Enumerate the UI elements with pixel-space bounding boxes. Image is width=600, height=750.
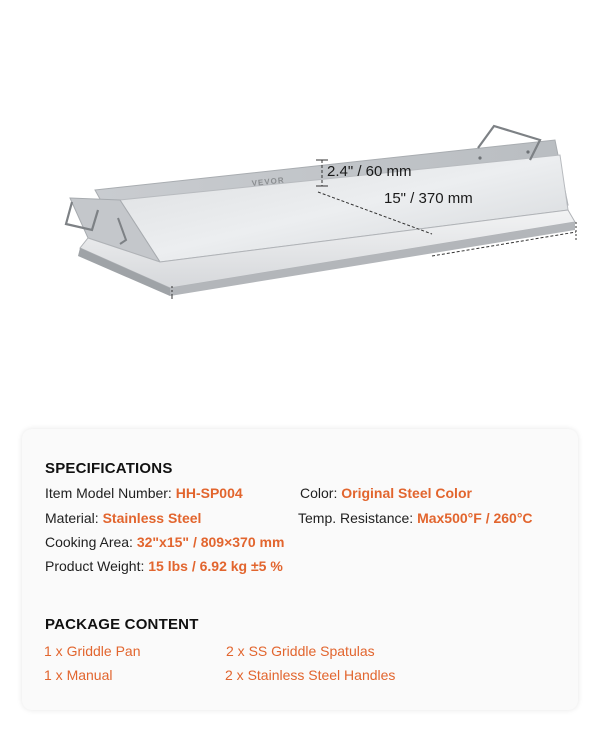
spec-model-label: Item Model Number:: [45, 485, 172, 501]
package-item: 1 x Griddle Pan: [44, 643, 141, 659]
spec-area-value: 32"x15" / 809×370 mm: [136, 534, 285, 550]
specifications-title: SPECIFICATIONS: [45, 460, 173, 477]
spec-material-label: Material:: [45, 510, 99, 526]
spec-model: [45, 485, 243, 501]
package-item: 1 x Manual: [44, 667, 113, 683]
spec-material: [45, 510, 201, 526]
height-dimension: 2.4" / 60 mm: [327, 163, 412, 180]
spec-model-value: HH-SP004: [175, 485, 243, 501]
package-item: 2 x Stainless Steel Handles: [225, 667, 396, 683]
spec-weight: [45, 558, 283, 574]
spec-temp-value: Max500°F / 260°C: [417, 510, 533, 526]
spec-area: [45, 534, 284, 550]
spec-area-label: Cooking Area:: [45, 534, 133, 550]
spec-temp-label: Temp. Resistance:: [298, 510, 414, 526]
spec-color: [300, 485, 472, 501]
spec-weight-label: Product Weight:: [45, 558, 145, 574]
spec-material-value: Stainless Steel: [102, 510, 202, 526]
depth-dimension: 15" / 370 mm: [384, 190, 473, 207]
spec-weight-value: 15 lbs / 6.92 kg ±5 %: [148, 558, 283, 574]
spec-color-value: Original Steel Color: [341, 485, 472, 501]
brand-logo: VEVOR: [251, 175, 286, 188]
spec-card: [22, 429, 578, 710]
package-item: 2 x SS Griddle Spatulas: [226, 643, 375, 659]
spec-color-label: Color:: [300, 485, 338, 501]
spec-temp: [298, 510, 533, 526]
package-title: PACKAGE CONTENT: [45, 616, 199, 633]
